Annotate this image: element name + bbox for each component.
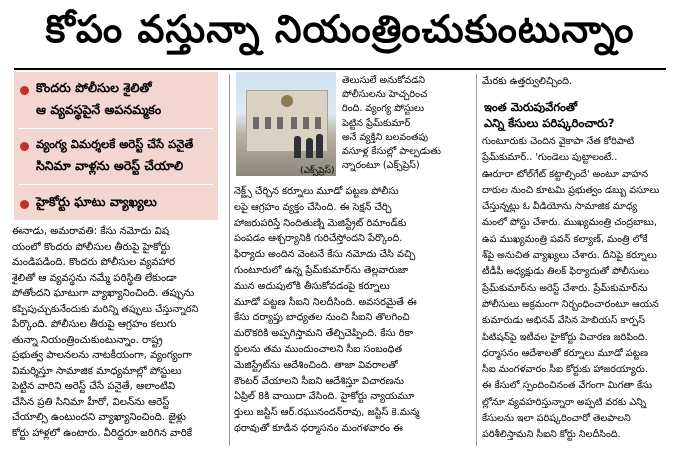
- headline-text: కోపం వస్తున్నా నియంత్రించుకుంటున్నాం: [45, 7, 635, 51]
- text-line: మూడో పట్టణ సీఐని నిలదీసింది. అవసరమైతే ఈ: [234, 296, 417, 308]
- text-line: తున్నా నియంత్రించుకుంటున్నాం. రాష్ట్ర: [12, 334, 163, 346]
- text-line: విమర్శిస్తూ సామాజిక మాధ్యమాల్లో పోస్టులు: [12, 365, 182, 377]
- bullet-icon: [20, 142, 29, 151]
- person-figure: [316, 134, 323, 158]
- text-line: పేర్కొంది. పోలీసుల తీరుపై ఆగ్రహం కలుగు: [12, 319, 177, 330]
- person-figure: [306, 138, 313, 158]
- text-line: నెక్ట్స్ చేర్చిన కర్నూలు మూడో పట్టణ పోలీసు: [234, 186, 399, 197]
- text-line: మండిపడింది. కొందరు పోలీసుల వ్యవహార: [12, 257, 176, 268]
- subheading: [484, 99, 614, 131]
- text-line: అనే వ్యక్తిని బలవంతపు: [342, 131, 429, 143]
- person-figure: [294, 136, 301, 158]
- text-line: లపై ఆగ్రహం వ్యక్తం చేసింది. ఈ సెక్షన్ చేర్చి: [234, 201, 392, 213]
- text-line: గుంటూరులో ఉన్న ప్రేమ్‌కుమార్‌ను తెల్లవారుజా: [234, 264, 409, 276]
- text-line: పోలీసులు అక్రమంగా నిర్బంధించారంటూ ఆయన: [482, 298, 659, 310]
- text-line: చేసిన ప్రతి సినిమా హీరో, విలన్‌ను ఆరెస్ట్: [12, 396, 170, 408]
- subheading-line: ఎన్ని కేసులు పరిష్కరించారు?: [484, 116, 615, 130]
- highlight-item: [14, 76, 218, 126]
- text-line: తెలుసులే అనుకోవడని: [342, 75, 426, 86]
- text-line: పెట్టిన ప్రేమ్‌కుమార్: [342, 117, 411, 129]
- highlight-line: ఆ వ్యవస్థపైనే అపనమ్మకం: [36, 102, 162, 117]
- text-line: కప్పిపుచ్చుకునేందుకు మరిన్ని తప్పులు చేస్తున్నారని: [12, 303, 199, 315]
- text-line: ఉప ముఖ్యమంత్రి పవన్ కల్యాణ్, మంత్రి లోకే: [482, 233, 648, 245]
- text-line: ఊరూరా టోల్‌గేట్ కట్టాల్సిందే' అంటూ వాహన: [482, 168, 649, 180]
- text-line: సీఐ మంగళవారం సీఐ కోర్టుకు హాజరయ్యారు.: [482, 364, 648, 376]
- text-line: ఏప్రిల్ 8కి వాయిదా వేసింది. హైకోర్టు న్యాయమూ: [234, 391, 415, 403]
- text-line: ర్డులను తమ ముందుంచాలని సీఐ సంబంధిత: [234, 343, 403, 355]
- text-line: కోర్టు హాళ్లలో ఉంటారు. వీరిద్దరూ జరిగిన వారికే: [12, 427, 193, 439]
- headline-rule: [14, 68, 666, 70]
- column-rule: [476, 74, 477, 446]
- divider: [18, 128, 214, 129]
- bullet-icon: [20, 200, 29, 209]
- text-line: మరొకరికి అప్పగిస్తామని తేల్చిచెప్పింది. కేసు రికా: [234, 328, 414, 340]
- text-line: ధర్మాసనం ఆదేశాలతో కర్నూలు మూడో పట్టణ: [482, 347, 649, 359]
- subheading-line: ఇంత మెరుపువేగంతో: [484, 100, 578, 114]
- text-line: దారుల నుంచి కూటమి ప్రభుత్వం డబ్బు వసూలు: [482, 184, 660, 196]
- photo-caption: (ఎక్స్‌ప్రెస్): [300, 166, 335, 176]
- text-line: శైలితో ఆ వ్యవస్థను నమ్మే పరిస్థితి లేకుండా: [12, 272, 177, 284]
- highlight-line: సినిమా వాళ్లను అరెస్ట్ చేయాలి: [36, 158, 184, 173]
- text-line: చేయాల్సి ఉంటుందని వ్యాఖ్యానించింది. జైళ్లు: [12, 412, 186, 423]
- text-line: ఈనాడు, అమరావతి: కేసు నమోదు విష: [12, 226, 170, 237]
- text-line: ప్రభుత్వ పాలనలను నాటకీయంగా, వ్యంగ్యంగా: [12, 350, 192, 361]
- text-line: పరిశీలిస్తామని సీఐని కోర్టు నిలదీసింది.: [482, 429, 621, 441]
- text-line: కుమారుడు అభినవ్ వేసిన హెబియస్ కార్పస్: [482, 315, 645, 327]
- column-rule: [229, 74, 230, 446]
- column-1: [12, 224, 226, 441]
- highlight-line: వ్యంగ్య విమర్శలకే అరెస్ట్ చేసే పనైతే: [36, 137, 194, 151]
- text-line: శ్‌పై అనుచిత వ్యాఖ్యలు చేశారు. దీనిపై కర్నూలు: [482, 250, 657, 262]
- text-line: ఈ కేసులో స్పందించినంత వేగంగా మిగతా కేసు: [482, 380, 653, 392]
- text-line: థరావుతో కూడిన ధర్మాసనం మంగళవారం ఈ: [234, 422, 403, 434]
- column-3: [482, 134, 674, 444]
- text-line: పోతోందని ఘాటుగా వ్యాఖ్యానించింది. తప్పును: [12, 288, 195, 299]
- text-line: ల్లోనూ వ్యవహరిస్తున్నారా అప్పటి వరకు ఎన్ని: [482, 396, 647, 408]
- text-line: న్నారంటూ (ఎక్స్‌ప్రెస్): [342, 160, 420, 172]
- column-2: [234, 184, 474, 437]
- text-line: పంపడం ఆశ్చర్యానికి గురిచేస్తోందని పేర్కొంది.: [234, 233, 403, 245]
- text-line: కేసు దర్యాప్తు బాధ్యతల నుంచి సీఐని తొలగించి: [234, 312, 410, 324]
- text-line: మెజిస్ట్రేట్‌ను ఆదేశించింది. తాజా వివరాలతో: [234, 359, 398, 371]
- high-court-photo: [236, 72, 336, 176]
- column-3-top: [482, 74, 672, 90]
- text-line: రింది. వ్యంగ్య పోస్టులు: [342, 103, 425, 115]
- text-line: టీడీపీ అధ్యక్షుడు తిలక్ ఫిర్యాదుతో పోలీసులు: [482, 266, 649, 278]
- text-line: మంలో పోస్టు చేశారు. ముఖ్యమంత్రి చంద్రబాబు,: [482, 217, 657, 229]
- text-line: పిటిషన్‌పై ఇటీవల హైకోర్టు విచారణ జరిపింది.: [482, 331, 648, 343]
- text-line: మున అదుపులోకి తీసుకోవడంపై కర్నూలు: [234, 280, 390, 292]
- text-line: హాజరుపరిస్తే నిందితుణ్ని మెజిస్ట్రేట్ రిమాండ్‌కు: [234, 217, 407, 229]
- highlight-line: హైకోర్టు ఘాటు వ్యాఖ్యలు: [36, 194, 157, 209]
- text-line: ర్తులు జస్టిస్ ఆర్.రఘునందన్‌రావు, జస్టిస్ కె.మన్మ: [234, 407, 420, 419]
- text-line: ప్రేమ్‌కుమార్.. 'గుండెలు పుట్టాలంటే..: [482, 152, 618, 164]
- text-line: యంలో కొందరు పోలీసుల తీరుపై హైకోర్టు: [12, 241, 171, 253]
- text-line: వసూళ్ల కేసుల్లో పాల్పడుతు: [342, 146, 441, 158]
- emblem-icon: [281, 95, 293, 107]
- text-line: చేస్తున్నట్లు ఓ వీడియోను సామాజిక మాధ్య: [482, 201, 638, 213]
- text-line: ఫిర్యాదు అందిన వెంటనే కేసు నమోదు చేసి వచ్చి: [234, 249, 416, 261]
- divider: [18, 184, 214, 185]
- highlight-line: కొందరు పోలీసుల శైలితో: [36, 80, 152, 95]
- highlight-item: [14, 188, 218, 216]
- headline: [0, 0, 680, 68]
- text-line: కౌంటర్ వేయాలని సీఐని ఆదేశిస్తూ విచారణను: [234, 375, 404, 387]
- column-2-top: [342, 74, 474, 173]
- text-line: మేరకు ఉత్తర్వులిచ్చింది.: [482, 76, 573, 87]
- text-line: పోలీసులను హెచ్చరించ: [342, 89, 428, 101]
- bullet-icon: [20, 86, 29, 95]
- text-line: గుంటూరుకు చెందిన వైకాపా నేత కోరిపాటి: [482, 136, 635, 147]
- text-line: ప్రేమ్‌కుమార్‌ను అరెస్ట్ చేశారు. ప్రేమ్‌కుమార్‌ను: [482, 282, 648, 294]
- highlights-box: [14, 72, 218, 220]
- text-line: పెట్టిన వారిని అరెస్ట్ చేసే పనైతే, ఆలాంటివి: [12, 381, 176, 392]
- text-line: కేసులను ఇలా పరిష్కరించారో తెలపాలని: [482, 413, 631, 425]
- highlight-item: [14, 132, 218, 182]
